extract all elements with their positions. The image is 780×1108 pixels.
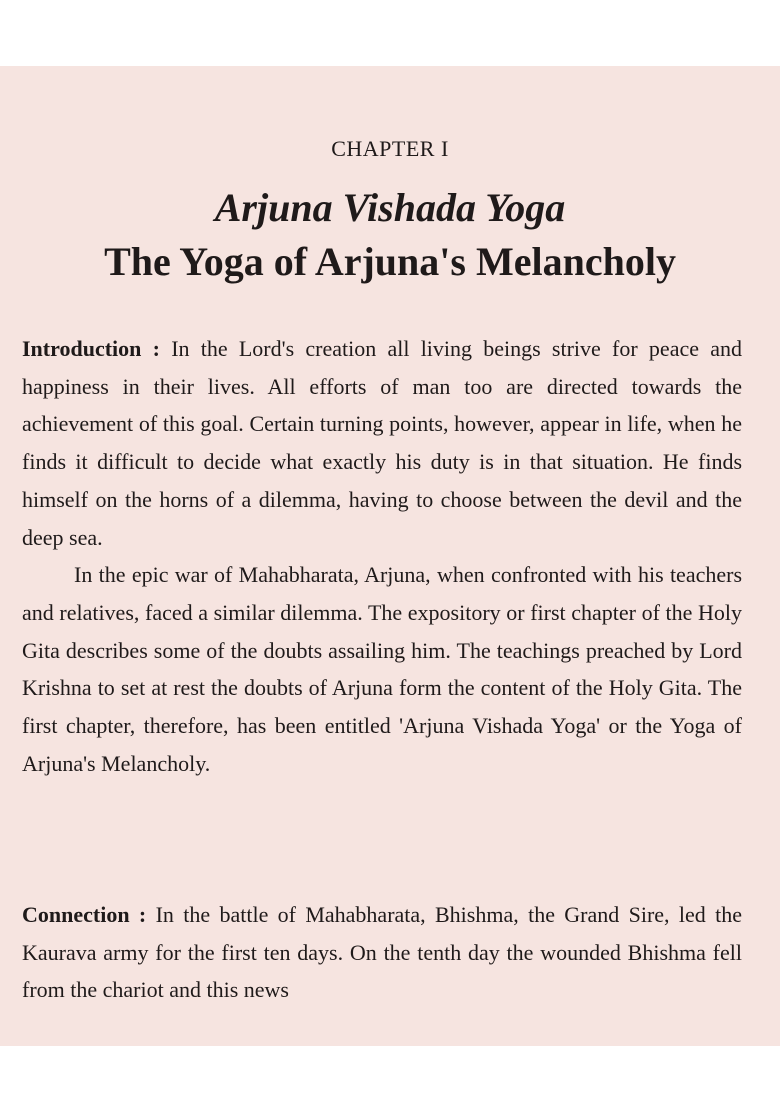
chapter-title-english: The Yoga of Arjuna's Melancholy — [104, 239, 676, 284]
introduction-paragraph-2: In the epic war of Mahabharata, Arjuna, when confronted with his teachers and relatives, faced a similar dilemma. The expository or first chapter of the Holy Gita describes some of the doubts assailing him. The teachings preached by Lord Krishna to set at rest the doubts of Arjuna form the content of the Holy Gita. The first chapter, therefore, has been entitled 'Arjuna Vishada Yoga' or the Yoga of Arjuna's Melancholy. — [22, 562, 742, 776]
introduction-paragraph — [22, 330, 742, 556]
connection-text: In the battle of Mahabharata, Bhishma, the Grand Sire, led the Kaurava army for the first ten days. On the tenth day the wounded Bhishma fell from the chariot and this news — [22, 902, 742, 1003]
introduction-label: Introduction : — [22, 336, 160, 361]
book-page — [0, 66, 780, 1046]
connection-section — [22, 896, 742, 1009]
introduction-section — [22, 330, 742, 782]
connection-paragraph — [22, 896, 742, 1009]
chapter-label: CHAPTER I — [331, 136, 449, 161]
introduction-text: In the Lord's creation all living beings strive for peace and happiness in their lives. All efforts of man too are directed towards the achievement of this goal. Certain turning points, however, appear in life, when he finds it difficult to decide what exactly his duty is in that situation. He finds himself on the horns of a dilemma, having to choose between the devil and the deep sea. — [22, 336, 742, 550]
chapter-title-sanskrit: Arjuna Vishada Yoga — [214, 185, 566, 230]
connection-label: Connection : — [22, 902, 147, 927]
